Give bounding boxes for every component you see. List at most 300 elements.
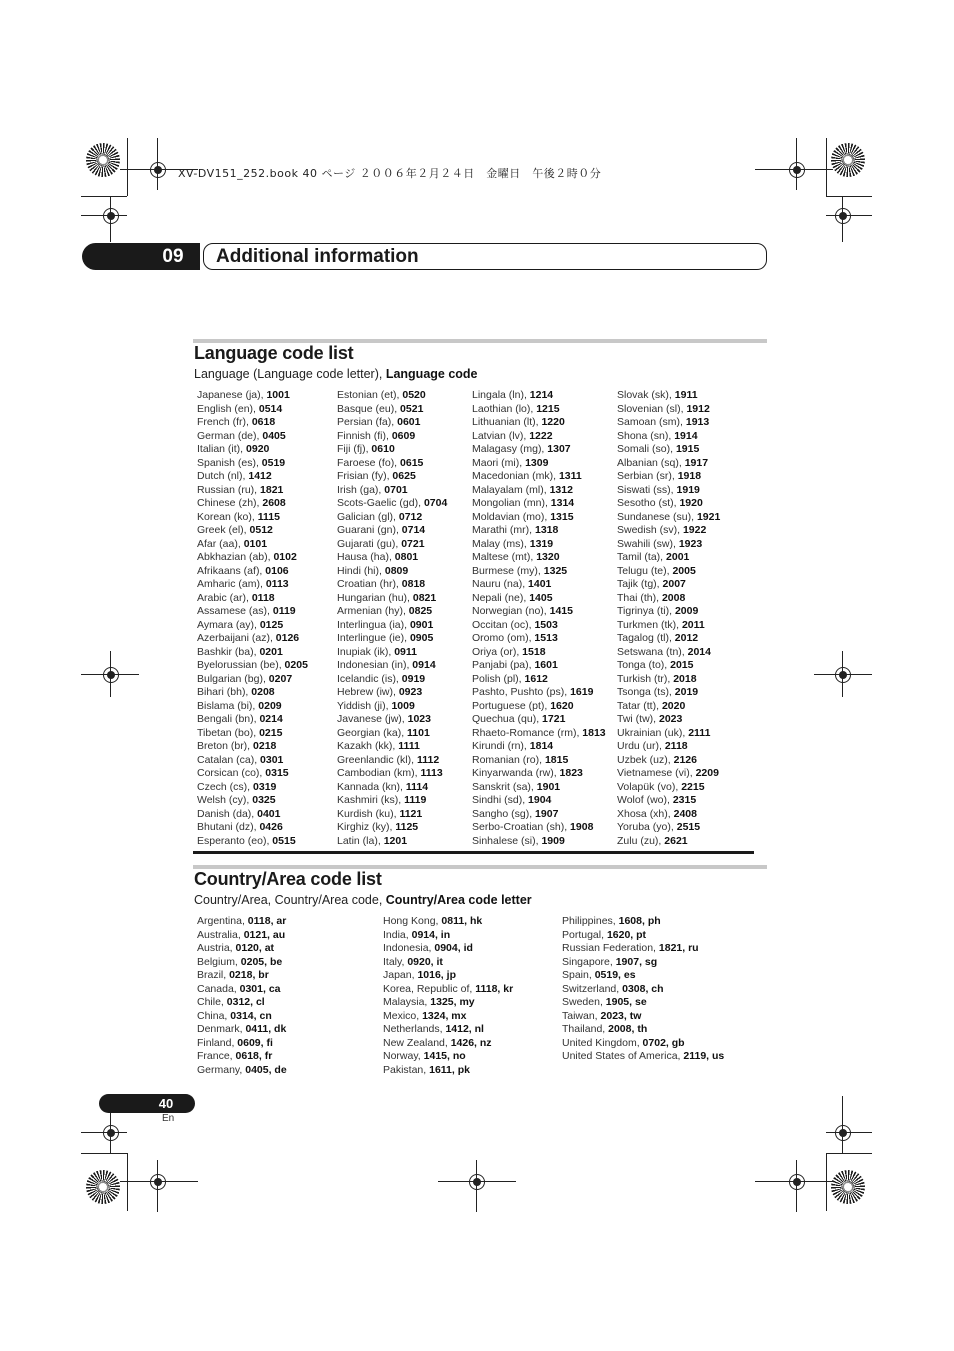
entry-name: Siswati (ss),: [617, 483, 677, 496]
entry-name: Norway,: [383, 1050, 424, 1062]
entry-name: India,: [383, 928, 412, 941]
entry-code: 0126: [275, 632, 300, 644]
entry-code: 1125: [395, 821, 419, 833]
entry-name: Kannada (kn),: [337, 780, 406, 793]
code-entry: [472, 457, 606, 471]
page-language: En: [162, 1113, 175, 1124]
entry-name: Aymara (ay),: [197, 618, 260, 631]
registration-starburst-icon: [86, 143, 120, 177]
entry-name: Nepali (ne),: [472, 591, 530, 604]
entry-code: 0120, at: [235, 942, 275, 954]
entry-code: 2019: [674, 686, 699, 698]
entry-name: Oromo (om),: [472, 632, 535, 644]
code-entry: [472, 578, 606, 592]
entry-code: 1503: [534, 618, 558, 631]
entry-code: 1518: [522, 645, 546, 658]
entry-name: Telugu (te),: [617, 564, 673, 577]
entry-code: 1426, nz: [450, 1036, 492, 1049]
entry-code: 1415, no: [423, 1050, 466, 1062]
entry-code: 0101: [243, 537, 268, 550]
subtitle-plain: Language (Language code letter),: [194, 367, 386, 381]
entry-name: Serbian (sr),: [617, 470, 678, 482]
entry-name: Malaysia,: [383, 996, 431, 1008]
entry-name: Kinyarwanda (rw),: [472, 767, 560, 779]
code-entry: [472, 551, 606, 565]
entry-code: 2315: [672, 794, 697, 806]
entry-code: 0825: [408, 605, 433, 617]
code-entry: [197, 915, 287, 929]
entry-name: Lithuanian (lt),: [472, 416, 542, 428]
entry-name: Kashmiri (ks),: [337, 794, 405, 806]
entry-name: New Zealand,: [383, 1036, 451, 1049]
entry-code: 1325: [543, 564, 568, 577]
code-entry: [617, 700, 720, 714]
code-entry: [472, 497, 606, 511]
code-entry: [197, 470, 308, 484]
code-entry: [472, 484, 606, 498]
entry-name: Maltese (mt),: [472, 551, 537, 563]
code-entry: [617, 470, 720, 484]
code-entry: [562, 956, 724, 970]
code-entry: [617, 592, 720, 606]
registration-target-icon: [835, 208, 851, 224]
code-entry: [472, 470, 606, 484]
code-entry: [337, 511, 447, 525]
code-entry: [617, 740, 720, 754]
entry-name: France,: [197, 1050, 236, 1062]
entry-code: 1913: [685, 416, 710, 428]
code-entry: [472, 700, 606, 714]
code-entry: [562, 942, 724, 956]
code-entry: [617, 565, 720, 579]
entry-name: Hungarian (hu),: [337, 591, 413, 604]
entry-name: Korean (ko),: [197, 510, 258, 523]
entry-code: 0920, it: [407, 955, 443, 968]
code-entry: [617, 389, 720, 403]
entry-name: Slovak (sk),: [617, 389, 675, 401]
entry-name: Albanian (sq),: [617, 456, 685, 469]
entry-name: Tamil (ta),: [617, 551, 667, 563]
entry-code: 0314, cn: [230, 1009, 272, 1022]
entry-name: Mongolian (mn),: [472, 497, 551, 509]
entry-code: 1009: [391, 699, 415, 712]
entry-name: Russian (ru),: [197, 483, 261, 496]
code-entry: [617, 713, 720, 727]
subtitle-plain: Country/Area, Country/Area code,: [194, 893, 386, 907]
entry-name: Somali (so),: [617, 443, 676, 455]
entry-name: Serbo-Croatian (sh),: [472, 821, 571, 833]
entry-code: 1905, se: [605, 996, 647, 1008]
entry-name: Dutch (nl),: [197, 470, 249, 482]
code-entry: [383, 956, 513, 970]
code-entry: [197, 727, 308, 741]
code-entry: [472, 565, 606, 579]
entry-code: 1307: [547, 443, 571, 455]
entry-code: 0205: [284, 659, 308, 671]
entry-code: 1612: [524, 672, 548, 685]
entry-code: 0319: [253, 780, 277, 793]
code-entry: [472, 727, 606, 741]
code-entry: [472, 403, 606, 417]
entry-code: 0818: [401, 578, 426, 590]
entry-name: Kazakh (kk),: [337, 740, 399, 752]
entry-code: 1922: [682, 524, 707, 536]
code-entry: [617, 443, 720, 457]
entry-code: 0125: [259, 618, 284, 631]
entry-code: 0208: [251, 686, 275, 698]
entry-name: Mexico,: [383, 1009, 423, 1022]
code-entry: [383, 942, 513, 956]
entry-name: Irish (ga),: [337, 483, 385, 496]
entry-name: Hong Kong,: [383, 915, 442, 927]
entry-name: Sweden,: [562, 996, 606, 1008]
entry-code: 0514: [258, 402, 283, 415]
entry-code: 2023: [659, 713, 683, 725]
code-entry: [197, 929, 287, 943]
code-entry: [337, 673, 447, 687]
entry-name: Czech (cs),: [197, 780, 254, 793]
entry-name: Scots-Gaelic (gd),: [337, 497, 424, 509]
subtitle-bold: Language code: [385, 367, 478, 381]
code-entry: [337, 781, 447, 795]
entry-name: Yiddish (ji),: [337, 699, 392, 712]
entry-name: Finland,: [197, 1036, 238, 1049]
language-section-title: Language code list: [194, 343, 354, 363]
entry-code: 0601: [397, 416, 421, 428]
entry-name: Ukrainian (uk),: [617, 726, 689, 739]
entry-code: 0512: [249, 524, 273, 536]
entry-code: 0714: [401, 524, 426, 536]
entry-name: Bihari (bh),: [197, 686, 252, 698]
entry-name: Switzerland,: [562, 982, 623, 995]
code-entry: [617, 821, 720, 835]
entry-name: Assamese (as),: [197, 605, 273, 617]
section-bottom-rule: [193, 851, 754, 854]
entry-name: Germany,: [197, 1063, 246, 1076]
entry-code: 1112: [416, 753, 440, 766]
code-entry: [617, 497, 720, 511]
entry-name: Swedish (sv),: [617, 524, 683, 536]
entry-name: Tatar (tt),: [617, 699, 662, 712]
entry-code: 1311: [558, 470, 582, 482]
entry-name: Spanish (es),: [197, 456, 262, 469]
entry-code: 0618, fr: [235, 1050, 273, 1062]
code-entry: [383, 1023, 513, 1037]
code-entry: [472, 443, 606, 457]
entry-name: Italy,: [383, 955, 408, 968]
entry-code: 0801: [394, 551, 419, 563]
code-entry: [197, 632, 308, 646]
entry-name: Kirundi (rn),: [472, 740, 530, 752]
entry-name: Fiji (fj),: [337, 443, 372, 455]
entry-code: 0923: [398, 686, 423, 698]
code-entry: [472, 808, 606, 822]
code-entry: [472, 835, 606, 849]
code-entry: [197, 538, 308, 552]
code-entry: [472, 781, 606, 795]
code-entry: [197, 1037, 287, 1051]
code-entry: [337, 551, 447, 565]
entry-code: 2009: [674, 605, 699, 617]
entry-code: 1923: [678, 537, 703, 550]
code-entry: [197, 484, 308, 498]
entry-name: Chinese (zh),: [197, 497, 263, 509]
entry-code: 1111: [398, 740, 420, 752]
entry-code: 1101: [407, 726, 430, 739]
entry-name: Tajik (tg),: [617, 578, 663, 590]
code-entry: [472, 686, 606, 700]
entry-name: Icelandic (is),: [337, 672, 402, 685]
code-entry: [472, 524, 606, 538]
entry-code: 1412: [248, 470, 272, 482]
entry-code: 1611, pk: [429, 1063, 470, 1076]
code-entry: [197, 781, 308, 795]
entry-name: Malagasy (mg),: [472, 443, 548, 455]
code-entry: [337, 632, 447, 646]
entry-code: 0901: [409, 618, 434, 631]
entry-name: Portuguese (pt),: [472, 699, 551, 712]
code-entry: [562, 1010, 724, 1024]
code-entry: [197, 416, 308, 430]
entry-name: Korea, Republic of,: [383, 982, 476, 995]
entry-name: Setswana (tn),: [617, 645, 688, 658]
entry-name: Guarani (gn),: [337, 524, 402, 536]
entry-code: 2008: [661, 591, 686, 604]
entry-code: 1721: [542, 713, 566, 725]
code-entry: [617, 673, 720, 687]
entry-code: 2515: [676, 821, 701, 833]
entry-name: Abkhazian (ab),: [197, 551, 274, 563]
entry-name: Wolof (wo),: [617, 794, 673, 806]
entry-code: 0325: [252, 794, 276, 806]
entry-code: 1620: [550, 699, 574, 712]
entry-code: 1909: [541, 834, 565, 847]
entry-name: Argentina,: [197, 915, 248, 927]
entry-name: Lingala (ln),: [472, 389, 530, 401]
entry-code: 0904, id: [434, 942, 473, 954]
entry-code: 1919: [676, 483, 700, 496]
entry-name: Bashkir (ba),: [197, 645, 260, 658]
entry-name: Pakistan,: [383, 1063, 430, 1076]
registration-target-icon: [150, 162, 166, 178]
entry-name: Australia,: [197, 928, 244, 941]
code-entry: [337, 605, 447, 619]
entry-code: 0809: [384, 564, 409, 577]
code-entry: [472, 619, 606, 633]
entry-name: Xhosa (xh),: [617, 807, 674, 820]
entry-code: 0701: [384, 483, 408, 496]
entry-name: French (fr),: [197, 416, 252, 428]
entry-code: 0618: [251, 416, 276, 428]
entry-code: 0721: [401, 537, 425, 550]
code-entry: [383, 915, 513, 929]
code-entry: [337, 592, 447, 606]
code-entry: [617, 430, 720, 444]
entry-name: Malayalam (ml),: [472, 483, 550, 496]
entry-code: 1921: [696, 510, 721, 523]
entry-name: Shona (sn),: [617, 429, 675, 442]
code-entry: [472, 416, 606, 430]
country-column-1: [197, 915, 287, 1077]
entry-name: Belgium,: [197, 955, 241, 968]
code-entry: [472, 538, 606, 552]
entry-name: Faroese (fo),: [337, 456, 401, 469]
entry-name: Inupiak (ik),: [337, 645, 395, 658]
code-entry: [197, 700, 308, 714]
entry-code: 1821: [260, 483, 284, 496]
code-entry: [337, 565, 447, 579]
entry-code: 1907: [535, 807, 559, 820]
entry-name: Armenian (hy),: [337, 605, 409, 617]
code-entry: [472, 767, 606, 781]
code-entry: [617, 403, 720, 417]
code-entry: [562, 1050, 724, 1064]
entry-code: 0121, au: [243, 928, 286, 941]
entry-name: Romanian (ro),: [472, 753, 545, 766]
entry-code: 2118: [664, 740, 688, 752]
code-entry: [617, 619, 720, 633]
entry-code: 1601: [534, 659, 558, 671]
entry-code: 2608: [262, 497, 286, 509]
code-entry: [197, 443, 308, 457]
entry-code: 0218, br: [229, 969, 269, 981]
code-entry: [337, 646, 447, 660]
entry-code: 1912: [686, 402, 710, 415]
code-entry: [617, 457, 720, 471]
entry-code: 1201: [383, 834, 408, 847]
code-entry: [383, 969, 513, 983]
chapter-number: 09: [162, 246, 184, 267]
entry-name: Taiwan,: [562, 1009, 601, 1022]
code-entry: [337, 470, 447, 484]
entry-name: Macedonian (mk),: [472, 470, 559, 482]
entry-code: 0106: [265, 564, 289, 577]
code-entry: [197, 983, 287, 997]
entry-code: 2621: [664, 834, 688, 847]
entry-code: 0712: [398, 510, 423, 523]
entry-name: Latin (la),: [337, 834, 384, 847]
entry-code: 0201: [259, 645, 283, 658]
entry-name: Danish (da),: [197, 807, 258, 820]
entry-name: Sindhi (sd),: [472, 794, 529, 806]
country-section-subtitle: [194, 893, 532, 907]
entry-code: 0312, cl: [226, 996, 265, 1008]
entry-name: Canada,: [197, 982, 240, 995]
code-entry: [197, 835, 308, 849]
entry-code: 0519: [261, 456, 286, 469]
country-column-2: [383, 915, 513, 1077]
entry-code: 1023: [407, 713, 431, 725]
registration-target-icon: [789, 162, 805, 178]
entry-code: 2020: [661, 699, 686, 712]
entry-code: 0702, gb: [642, 1036, 685, 1049]
entry-code: 0207: [268, 672, 293, 685]
entry-code: 0519, es: [594, 969, 636, 981]
language-section-subtitle: [194, 367, 478, 381]
code-entry: [197, 1050, 287, 1064]
entry-code: 0315: [265, 767, 289, 779]
entry-code: 2001: [666, 551, 690, 563]
entry-name: Cambodian (km),: [337, 767, 421, 779]
entry-name: German (de),: [197, 429, 263, 442]
country-column-3: [562, 915, 724, 1064]
code-entry: [197, 673, 308, 687]
entry-name: Sinhalese (si),: [472, 834, 542, 847]
entry-code: 1215: [536, 402, 560, 415]
entry-name: Moldavian (mo),: [472, 510, 551, 523]
language-column-3: [472, 389, 606, 848]
entry-code: 0118, ar: [247, 915, 287, 927]
entry-code: 1401: [528, 578, 552, 590]
registration-target-icon: [150, 1174, 166, 1190]
entry-name: Welsh (cy),: [197, 794, 253, 806]
entry-name: Panjabi (pa),: [472, 659, 535, 671]
entry-code: 1222: [529, 429, 553, 442]
code-entry: [197, 619, 308, 633]
entry-name: Arabic (ar),: [197, 591, 252, 604]
entry-name: Persian (fa),: [337, 416, 398, 428]
entry-name: Interlingua (ia),: [337, 618, 410, 631]
entry-name: Swahili (sw),: [617, 537, 679, 550]
registration-target-icon: [103, 667, 119, 683]
entry-code: 2005: [672, 564, 696, 577]
code-entry: [617, 511, 720, 525]
code-entry: [617, 686, 720, 700]
code-entry: [383, 1050, 513, 1064]
entry-name: United Kingdom,: [562, 1036, 643, 1049]
entry-name: Spain,: [562, 969, 595, 981]
entry-name: Javanese (jw),: [337, 713, 408, 725]
entry-name: Philippines,: [562, 915, 619, 927]
entry-name: Japan,: [383, 969, 418, 981]
code-entry: [197, 754, 308, 768]
entry-code: 2119, us: [683, 1050, 725, 1062]
entry-code: 2011: [681, 618, 705, 631]
entry-code: 0914, in: [411, 928, 451, 941]
code-entry: [472, 592, 606, 606]
entry-name: Frisian (fy),: [337, 470, 393, 482]
code-entry: [617, 632, 720, 646]
entry-code: 0821: [412, 591, 437, 604]
code-entry: [617, 767, 720, 781]
entry-code: 1904: [528, 794, 552, 806]
entry-code: 2014: [687, 645, 711, 658]
entry-code: 1214: [529, 389, 554, 401]
code-entry: [337, 740, 447, 754]
entry-name: Breton (br),: [197, 740, 254, 752]
entry-code: 0102: [273, 551, 297, 563]
entry-name: Zulu (zu),: [617, 834, 665, 847]
entry-name: Esperanto (eo),: [197, 834, 273, 847]
entry-name: Samoan (sm),: [617, 416, 686, 428]
entry-code: 0301, ca: [239, 982, 281, 995]
entry-code: 2008, th: [608, 1023, 648, 1035]
code-entry: [472, 713, 606, 727]
code-entry: [197, 821, 308, 835]
code-entry: [197, 686, 308, 700]
entry-name: Bulgarian (bg),: [197, 672, 269, 685]
language-column-2: [337, 389, 447, 848]
entry-name: Croatian (hr),: [337, 578, 402, 590]
entry-code: 1915: [675, 443, 700, 455]
code-entry: [617, 551, 720, 565]
entry-code: 1318: [535, 524, 559, 536]
entry-name: Estonian (et),: [337, 389, 403, 401]
code-entry: [617, 727, 720, 741]
code-entry: [197, 524, 308, 538]
code-entry: [337, 835, 447, 849]
entry-code: 1908: [570, 821, 594, 833]
